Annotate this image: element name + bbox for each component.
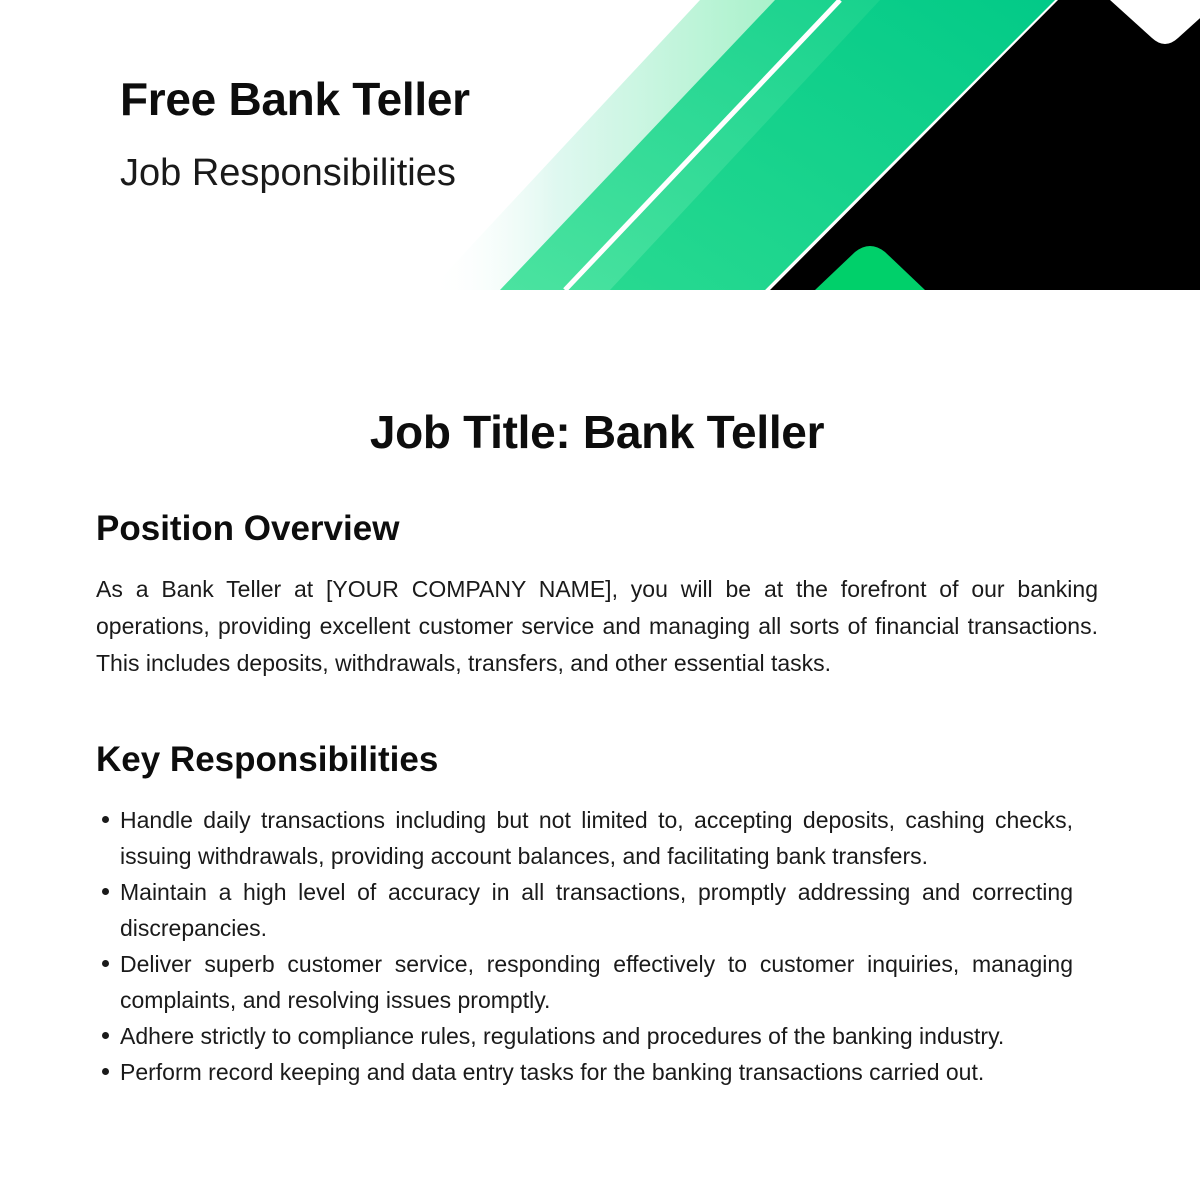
document-body bbox=[96, 405, 1098, 1090]
list-item bbox=[120, 1018, 1073, 1054]
list-item-text: Maintain a high level of accuracy in all transactions, promptly addressing and correcting discrepancies. bbox=[120, 879, 1073, 941]
list-item bbox=[120, 946, 1073, 1018]
list-item bbox=[120, 802, 1073, 874]
responsibilities-heading: Key Responsibilities bbox=[96, 740, 439, 779]
list-item-text: Handle daily transactions including but not limited to, accepting deposits, cashing checks, issuing withdrawals, providing account balances, and facilitating bank transfers. bbox=[120, 807, 1073, 869]
bullet-icon bbox=[102, 1032, 109, 1039]
bullet-icon bbox=[102, 1068, 109, 1075]
header-title: Free Bank Teller bbox=[120, 73, 470, 125]
list-item-text: Perform record keeping and data entry tasks for the banking transactions carried out. bbox=[120, 1059, 985, 1085]
bullet-icon bbox=[102, 888, 109, 895]
bullet-icon bbox=[102, 960, 109, 967]
bullet-icon bbox=[102, 816, 109, 823]
responsibilities-list bbox=[96, 802, 1073, 1090]
list-item-text: Deliver superb customer service, responding effectively to customer inquiries, managing complaints, and resolving issues promptly. bbox=[120, 951, 1073, 1013]
overview-paragraph: As a Bank Teller at [YOUR COMPANY NAME], you will be at the forefront of our banking operations, providing excellent customer service and managing all sorts of financial transactions. This includes deposits, withdrawals, transfers, and other essential tasks. bbox=[96, 576, 1098, 676]
list-item-text: Adhere strictly to compliance rules, regulations and procedures of the banking industry. bbox=[120, 1023, 1005, 1049]
header-banner bbox=[0, 0, 1200, 290]
document-title: Job Title: Bank Teller bbox=[369, 406, 825, 458]
list-item bbox=[120, 1054, 1073, 1090]
header-graphic bbox=[0, 0, 1200, 290]
overview-heading: Position Overview bbox=[96, 509, 400, 548]
header-subtitle: Job Responsibilities bbox=[120, 152, 456, 194]
list-item bbox=[120, 874, 1073, 946]
